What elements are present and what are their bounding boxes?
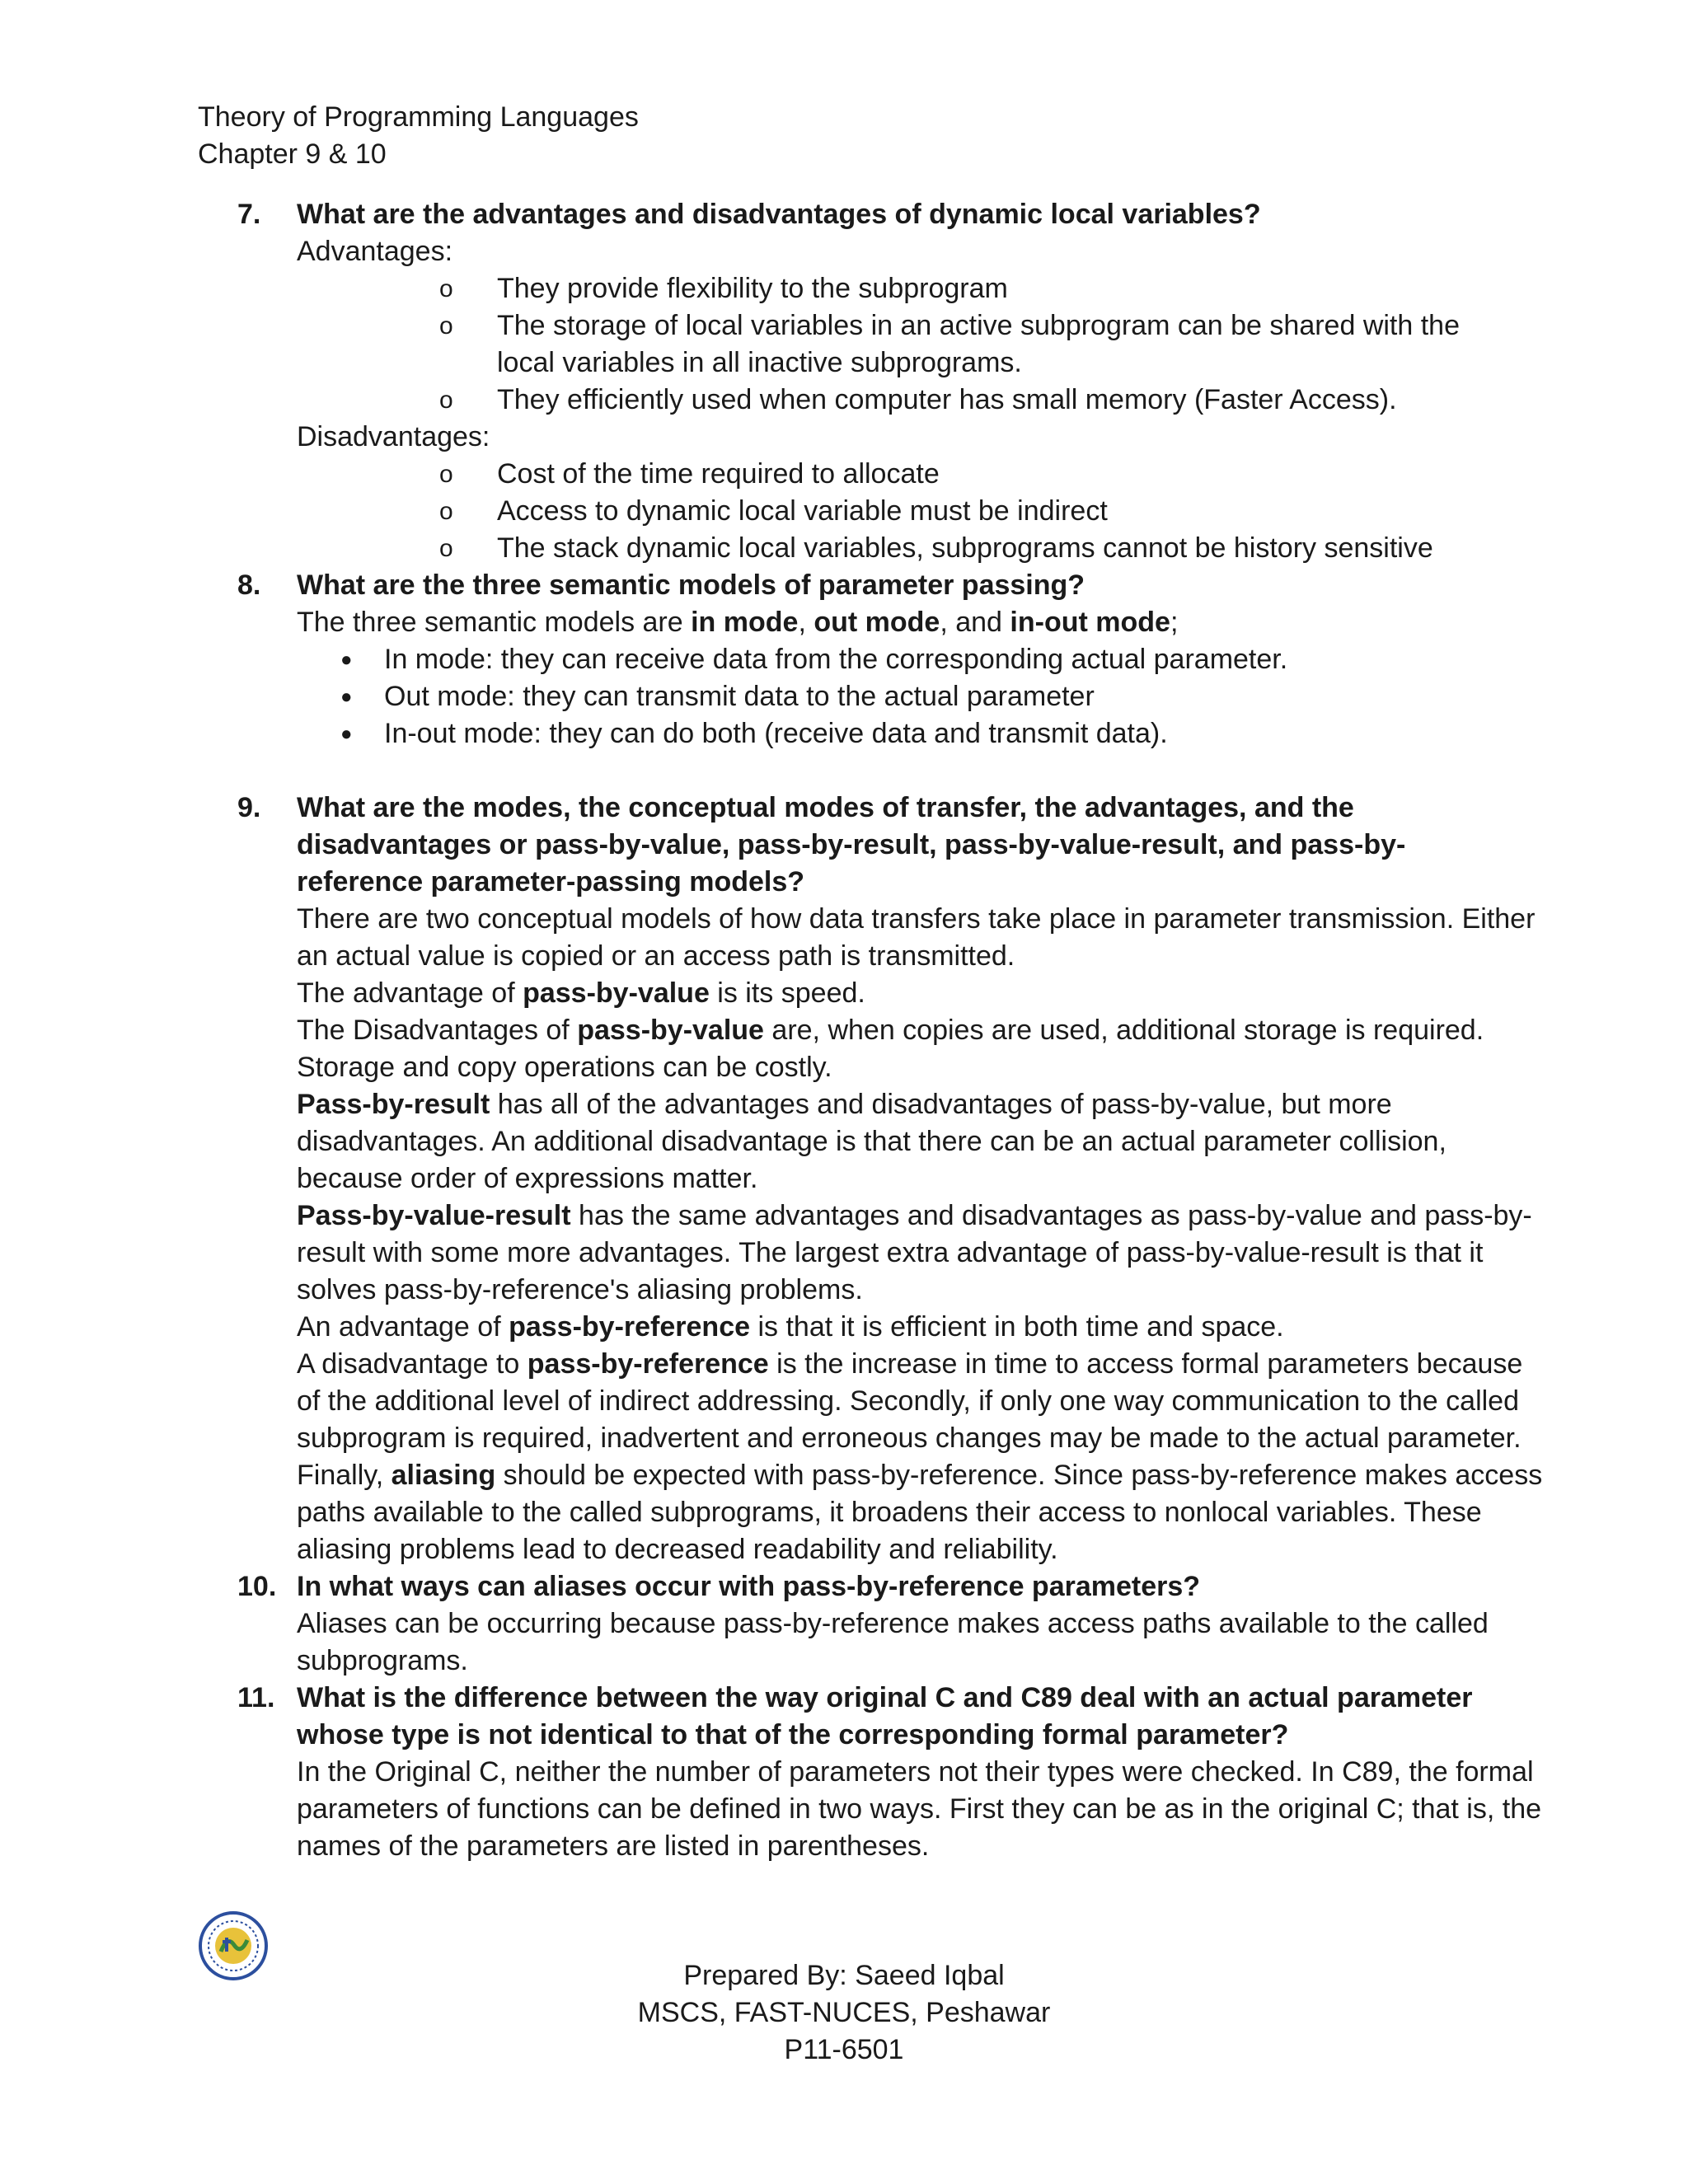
bullet-icon: ●: [340, 649, 353, 671]
list-item: o The storage of local variables in an active subprogram can be shared with the local variables in all inactive subprograms.: [439, 307, 1507, 382]
page-content: [237, 196, 1543, 1865]
question-number: 10.: [237, 1571, 277, 1602]
list-item: ● In mode: they can receive data from the corresponding actual parameter.: [340, 641, 1507, 678]
answer-paragraph: Aliases can be occurring because pass-by-reference makes access paths available to the called subprograms.: [297, 1608, 1489, 1676]
question-text: What are the three semantic models of parameter passing?: [297, 569, 1085, 601]
question-number: 11.: [237, 1682, 275, 1713]
bullet-icon: ●: [340, 686, 353, 708]
list-item: o The stack dynamic local variables, subprograms cannot be history sensitive: [439, 530, 1507, 567]
question-text: What is the difference between the way original C and C89 deal with an actual parameter whose type is not identical to that of the corresponding formal parameter?: [297, 1682, 1473, 1750]
list-item: ● Out mode: they can transmit data to the actual parameter: [340, 678, 1507, 715]
course-title: Theory of Programming Languages: [198, 101, 639, 133]
page-header: [198, 99, 639, 173]
circle-bullet-icon: o: [439, 498, 453, 525]
circle-bullet-icon: o: [439, 461, 453, 488]
question-10: [237, 1568, 1507, 1605]
circle-bullet-icon: o: [439, 312, 453, 340]
institution-line: MSCS, FAST-NUCES, Peshawar: [637, 1997, 1051, 2028]
id-line: P11-6501: [784, 2034, 904, 2065]
bullet-icon: ●: [340, 723, 353, 745]
page-footer: [0, 1957, 1688, 2069]
circle-bullet-icon: o: [439, 387, 453, 414]
list-item: o Access to dynamic local variable must be indirect: [439, 493, 1507, 530]
question-11: [237, 1680, 1507, 1754]
answer-paragraph: The advantage of pass-by-value is its speed.: [297, 977, 865, 1009]
answer-paragraph: A disadvantage to pass-by-reference is the increase in time to access formal parameters because of the additional level of indirect addressing. Secondly, if only one way communication to the called subprogram is required, inadvertent and erroneous changes may be made to the actual parameter. Finally, aliasing should be expected with pass-by-reference. Since pass-by-reference makes access paths available to the called subprograms, it broadens their access to nonlocal variables. These aliasing problems lead to decreased readability and reliability.: [297, 1348, 1543, 1565]
question-text: In what ways can aliases occur with pass-by-reference parameters?: [297, 1571, 1201, 1602]
list-item: o They efficiently used when computer has small memory (Faster Access).: [439, 382, 1507, 419]
question-number: 7.: [237, 199, 261, 230]
answer-paragraph: There are two conceptual models of how data transfers take place in parameter transmission. Either an actual value is copied or an access path is transmitted.: [297, 903, 1536, 972]
list-item: o Cost of the time required to allocate: [439, 456, 1507, 493]
advantages-label: Advantages:: [297, 236, 453, 267]
answer-intro: The three semantic models are in mode, out mode, and in-out mode;: [297, 607, 1179, 638]
answer-paragraph: Pass-by-result has all of the advantages and disadvantages of pass-by-value, but more disadvantages. An additional disadvantage is that there can be an actual parameter collision, because order of expressions matter.: [297, 1089, 1447, 1194]
question-text: What are the modes, the conceptual modes of transfer, the advantages, and the disadvantages or pass-by-value, pass-by-result, pass-by-value-result, and pass-by-reference parameter-passing models?: [297, 792, 1406, 898]
answer-paragraph: In the Original C, neither the number of parameters not their types were checked. In C89, the formal parameters of functions can be defined in two ways. First they can be as in the original C; that is, the names of the parameters are listed in parentheses.: [297, 1756, 1542, 1862]
answer-paragraph: The Disadvantages of pass-by-value are, when copies are used, additional storage is required. Storage and copy operations can be costly.: [297, 1015, 1484, 1083]
answer-paragraph: An advantage of pass-by-reference is that it is efficient in both time and space.: [297, 1311, 1284, 1343]
list-item: o They provide flexibility to the subprogram: [439, 270, 1507, 307]
disadvantages-label: Disadvantages:: [297, 421, 490, 452]
question-8: [237, 567, 1507, 604]
question-text: What are the advantages and disadvantages of dynamic local variables?: [297, 199, 1261, 230]
question-7: [237, 196, 1507, 233]
question-number: 9.: [237, 792, 261, 823]
question-number: 8.: [237, 569, 261, 601]
author-line: Prepared By: Saeed Iqbal: [683, 1960, 1005, 1991]
circle-bullet-icon: o: [439, 275, 453, 302]
chapter-title: Chapter 9 & 10: [198, 138, 387, 170]
answer-paragraph: Pass-by-value-result has the same advantages and disadvantages as pass-by-value and pass-by-result with some more advantages. The largest extra advantage of pass-by-value-result is that it solves pass-by-reference's aliasing problems.: [297, 1200, 1532, 1305]
circle-bullet-icon: o: [439, 535, 453, 562]
question-9: [237, 790, 1507, 901]
list-item: ● In-out mode: they can do both (receive data and transmit data).: [340, 715, 1507, 752]
